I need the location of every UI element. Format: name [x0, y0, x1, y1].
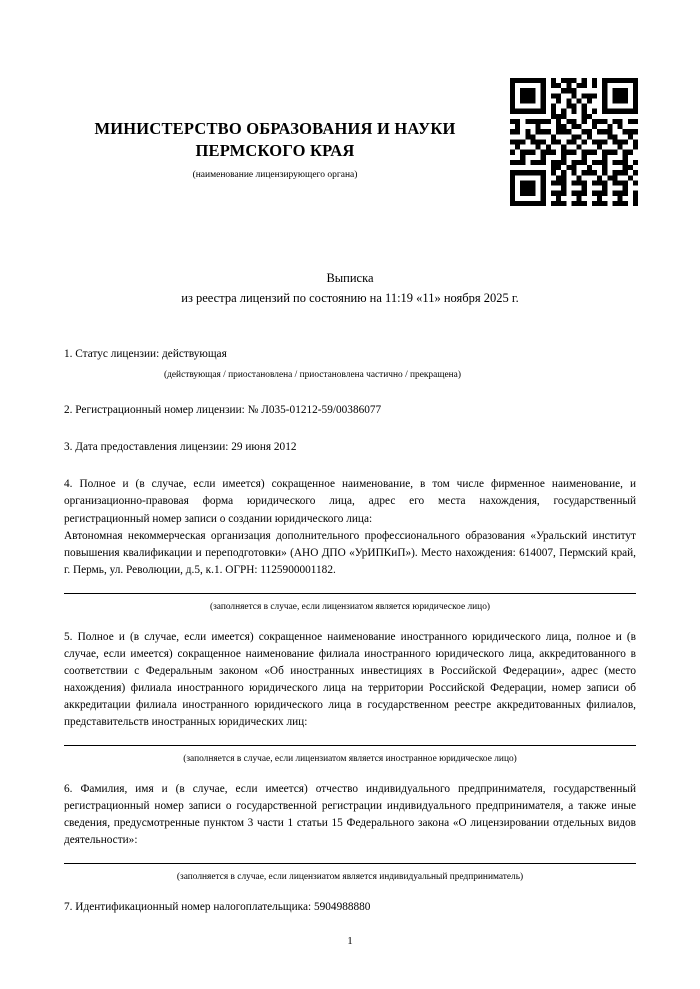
document-body: [64, 346, 636, 916]
document-title: Выписка: [326, 270, 374, 285]
item-foreign-entity-note: (заполняется в случае, если лицензиатом является иностранное юридическое лицо): [183, 754, 517, 765]
document-subtitle: из реестра лицензий по состоянию на 11:19 «11» ноября 2025 г.: [181, 290, 519, 305]
item-individual-entrepreneur-lead: 6. Фамилия, имя и (в случае, если имеется) отчество индивидуального предпринимателя, государственный регистрационный номер записи о государственной регистрации индивидуального предпринимателя, а также иные сведения, предусмотренные пунктом 3 части 1 статьи 15 Федерального закона «О лицензировании отдельных видов деятельности»:: [64, 782, 636, 847]
page-number: 1: [347, 935, 353, 947]
item-taxpayer-number: [64, 899, 636, 916]
spacer: [64, 767, 636, 781]
item-registration-number-text: 2. Регистрационный номер лицензии: № Л035-01212-59/00386077: [64, 403, 382, 416]
spacer: [64, 615, 636, 629]
divider: [64, 745, 636, 746]
spacer: [64, 419, 636, 439]
qr-code: [510, 78, 638, 206]
item-legal-entity: [64, 476, 636, 614]
item-registration-number: [64, 402, 636, 419]
item-date-granted-text: 3. Дата предоставления лицензии: 29 июня 2012: [64, 441, 297, 454]
item-license-status-text: 1. Статус лицензии: действующая: [64, 347, 227, 360]
item-legal-entity-lead: 4. Полное и (в случае, если имеется) сокращенное наименование, в том числе фирменное наименование, и организационно-правовая форма юридического лица, адрес его места нахождения, государственный регистрационный номер записи о создании юридического лица:: [64, 478, 636, 525]
ministry-title-line1: МИНИСТЕРСТВО ОБРАЗОВАНИЯ И НАУКИ: [94, 119, 456, 138]
item-individual-entrepreneur-note: (заполняется в случае, если лицензиатом является индивидуальный предприниматель): [176, 872, 524, 883]
item-legal-entity-note: (заполняется в случае, если лицензиатом является юридическое лицо): [209, 602, 490, 613]
item-taxpayer-number-text: 7. Идентификационный номер налогоплательщика: 5904988880: [64, 900, 371, 913]
divider: [64, 863, 636, 864]
divider: [64, 593, 636, 594]
spacer: [64, 885, 636, 899]
spacer: [64, 456, 636, 476]
document-title-block: [64, 268, 636, 308]
item-license-status-note: (действующая / приостановлена / приостановлена частично / прекращена): [164, 369, 461, 380]
item-foreign-entity: [64, 629, 636, 767]
qr-code-image: [510, 78, 638, 206]
item-individual-entrepreneur: [64, 781, 636, 885]
spacer: [64, 382, 636, 402]
ministry-title-line2: ПЕРМСКОГО КРАЯ: [195, 141, 355, 161]
item-legal-entity-value: Автономная некоммерческая организация дополнительного профессионального образования «Уральский институт повышения квалификации и переподготовки» (АНО ДПО «УрИПКиП»). Место нахождения: 614007, Пермский край, г. Пермь, ул. Революции, д.5, к.1. ОГРН: 1125900001182.: [64, 529, 636, 577]
ministry-subtitle: (наименование лицензирующего органа): [192, 169, 358, 180]
item-date-granted: [64, 439, 636, 456]
item-license-status: [64, 346, 636, 382]
item-foreign-entity-lead: 5. Полное и (в случае, если имеется) сокращенное наименование иностранного юридического лица, полное и (в случае, если имеется) сокращенное наименование филиала иностранного юридического лица, аккредитованного в соответствии с Федеральным законом «Об иностранных инвестициях в Российской Федерации», адрес (место нахождения) филиала иностранного юридического лица на территории Российской Федерации, номер записи об аккредитации филиала иностранного юридического лица в государственном реестре аккредитованных филиалов, представительств иностранных юридических лиц:: [64, 630, 636, 729]
